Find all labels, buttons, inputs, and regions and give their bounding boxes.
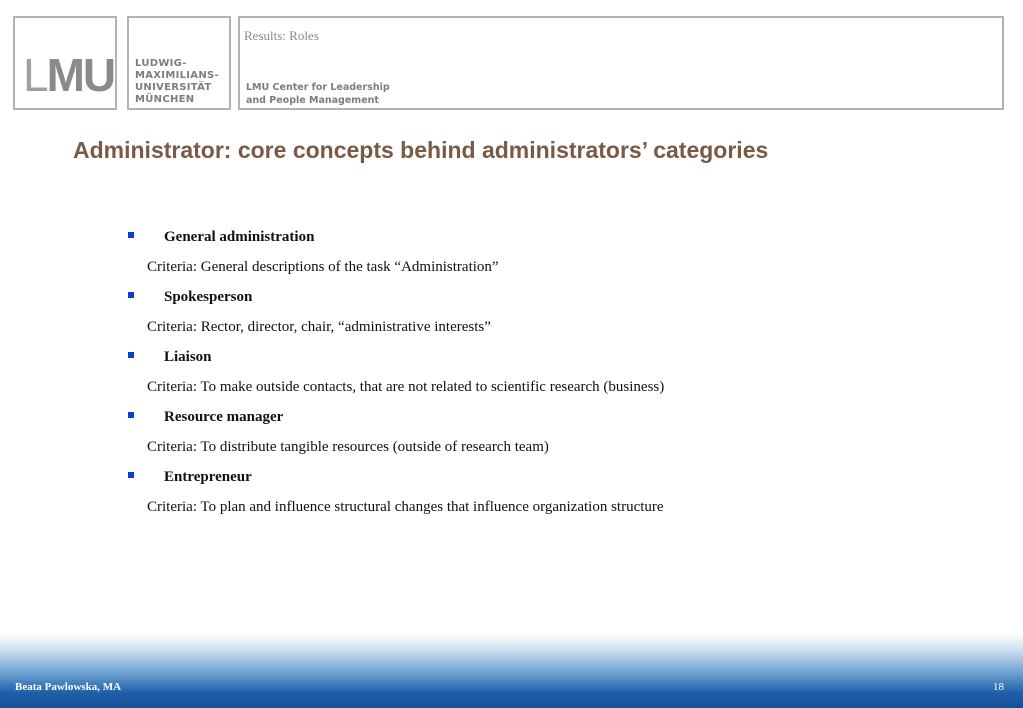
list-item bbox=[128, 226, 928, 256]
university-name-line: MÜNCHEN bbox=[135, 94, 195, 105]
center-box bbox=[238, 16, 1004, 110]
list-item bbox=[128, 466, 928, 496]
center-name-line: and People Management bbox=[246, 95, 379, 106]
item-criteria: Criteria: To plan and influence structural changes that influence organization structure bbox=[147, 499, 664, 515]
bullet-square-icon bbox=[128, 232, 134, 238]
university-name-box bbox=[127, 16, 231, 110]
item-label: Spokesperson bbox=[164, 289, 253, 305]
center-name-line: LMU Center for Leadership bbox=[246, 82, 390, 93]
list-item bbox=[128, 286, 928, 316]
university-name bbox=[135, 58, 219, 106]
bullet-list bbox=[128, 226, 928, 526]
university-name-line: UNIVERSITÄT bbox=[135, 82, 212, 93]
item-label: Resource manager bbox=[164, 409, 284, 425]
slide-title: Administrator: core concepts behind administrators’ categories bbox=[73, 137, 769, 163]
footer-bar bbox=[0, 632, 1023, 708]
list-item bbox=[128, 346, 928, 376]
item-criteria: Criteria: General descriptions of the task “Administration” bbox=[147, 259, 499, 275]
page-number: 18 bbox=[993, 681, 1004, 693]
lmu-logo: LMU bbox=[23, 49, 115, 101]
university-name-line: MAXIMILIANS- bbox=[135, 70, 219, 81]
item-criteria: Criteria: To make outside contacts, that are not related to scientific research (business) bbox=[147, 379, 665, 395]
lmu-logo-box bbox=[13, 16, 117, 110]
list-item bbox=[128, 406, 928, 436]
item-criteria: Criteria: Rector, director, chair, “administrative interests” bbox=[147, 319, 491, 335]
footer-author: Beata Pawlowska, MA bbox=[15, 681, 122, 693]
bullet-square-icon bbox=[128, 412, 134, 418]
center-name bbox=[246, 81, 390, 107]
bullet-square-icon bbox=[128, 352, 134, 358]
item-label: General administration bbox=[164, 229, 315, 245]
university-name-line: LUDWIG- bbox=[135, 58, 187, 69]
bullet-square-icon bbox=[128, 472, 134, 478]
item-label: Liaison bbox=[164, 349, 212, 365]
section-title: Results: Roles bbox=[244, 28, 319, 43]
item-criteria: Criteria: To distribute tangible resources (outside of research team) bbox=[147, 439, 549, 455]
item-label: Entrepreneur bbox=[164, 469, 252, 485]
bullet-square-icon bbox=[128, 292, 134, 298]
